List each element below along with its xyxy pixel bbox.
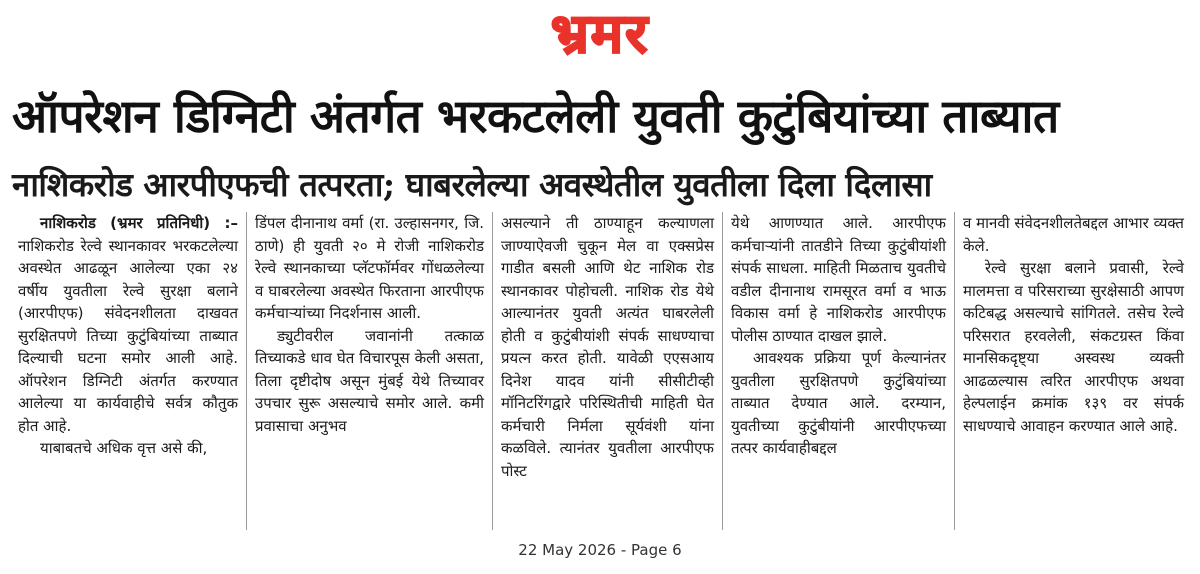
article-paragraph: याबाबतचे अधिक वृत्त असे की, (40, 439, 208, 457)
masthead (0, 2, 1200, 66)
article-column-2 (246, 212, 492, 530)
newspaper-logo: भ्रमर (550, 2, 650, 65)
article-paragraph: व मानवी संवेदनशीलतेबद्दल आभार व्यक्त केले. (963, 214, 1184, 255)
article-column-3 (492, 212, 722, 530)
article-column-1 (10, 212, 246, 530)
article-headline: ऑपरेशन डिग्निटी अंतर्गत भरकटलेली युवती कुटुंबियांच्या ताब्यात (12, 89, 1059, 143)
article-body (10, 212, 1192, 530)
article-paragraph: आवश्यक प्रक्रिया पूर्ण केल्यानंतर युवतीला सुरक्षितपणे कुटुंबियांच्या ताब्यात देण्यात आले. दरम्यान, युवतीच्या कुटुंबीयांनी आरपीएफच्या तत्पर कार्यवाहीबद्दल (731, 349, 946, 457)
article-paragraph: ड्युटीवरील जवानांनी तत्काळ तिच्याकडे धाव घेत विचारपूस केली असता, तिला दृष्टीदोष असून मुंबई येथे तिच्यावर उपचार सुरू असल्याचे समोर आले. कमी प्रवासाचा अनुभव (255, 326, 484, 435)
article-paragraph: डिंपल दीनानाथ वर्मा (रा. उल्हासनगर, जि. ठाणे) ही युवती २० मे रोजी नाशिकरोड रेल्वे स्थानकाच्या प्लॅटफॉर्मवर गोंधळलेल्या व घाबरलेल्या अवस्थेत फिरताना आरपीएफ कर्मचाऱ्यांच्या निदर्शनास आली. (255, 214, 484, 322)
article-subheadline: नाशिकरोड आरपीएफची तत्परता; घाबरलेल्या अवस्थेतील युवतीला दिला दिलासा (12, 165, 932, 204)
article-column-5 (954, 212, 1192, 530)
article-column-4 (722, 212, 954, 530)
article-paragraph: असल्याने ती ठाण्याहून कल्याणला जाण्याऐवजी चुकून मेल वा एक्सप्रेस गाडीत बसली आणि थेट नाशिक रोड स्थानकावर पोहोचली. नाशिक रोड येथे आल्यानंतर युवती अत्यंत घाबरलेली होती व कुटुंबीयांशी संपर्क साधण्याचा प्रयत्न करत होती. यावेळी एएसआय दिनेश यादव यांनी सीसीटीव्ही मॉनिटरिंगद्वारे परिस्थितीची माहिती घेत कर्मचारी निर्मला सूर्यवंशी यांना कळविले. त्यानंतर युवतीला आरपीएफ पोस्ट (501, 214, 714, 480)
article-text: नाशिकरोड रेल्वे स्थानकावर भरकटलेल्या अवस्थेत आढळून आलेल्या एका २४ वर्षीय युवतीला रेल्वे सुरक्षा बलाने (आरपीएफ) संवेदनशीलता दाखवत सुरक्षितपणे तिच्या कुटुंबियांच्या ताब्यात दिल्याची घटना समोर आली आहे. ऑपरेशन डिग्निटी अंतर्गत करण्यात आलेल्या या कार्यवाहीचे सर्वत्र कौतुक होत आहे. (18, 236, 238, 435)
article-dateline: नाशिकरोड (भ्रमर प्रतिनिधी) :– (40, 214, 238, 232)
article-paragraph (18, 212, 238, 437)
article-paragraph: रेल्वे सुरक्षा बलाने प्रवासी, रेल्वे मालमत्ता व परिसराच्या सुरक्षेसाठी आपण कटिबद्ध असल्याचे सांगितले. तसेच रेल्वे परिसरात हरवलेली, संकटग्रस्त किंवा मानसिकदृष्ट्या अस्वस्थ व्यक्ती आढळल्यास त्वरित आरपीएफ अथवा हेल्पलाईन क्रमांक १३९ वर संपर्क साधण्याचे आवाहन करण्यात आले आहे. (963, 259, 1184, 435)
article-paragraph: येथे आणण्यात आले. आरपीएफ कर्मचाऱ्यांनी तातडीने तिच्या कुटुंबीयांशी संपर्क साधला. माहिती मिळताच युवतीचे वडील दीनानाथ रामसूरत वर्मा व भाऊ विकास वर्मा हे नाशिकरोड आरपीएफ पोलीस ठाण्यात दाखल झाले. (731, 214, 946, 345)
page-footer: 22 May 2026 - Page 6 (518, 541, 682, 559)
